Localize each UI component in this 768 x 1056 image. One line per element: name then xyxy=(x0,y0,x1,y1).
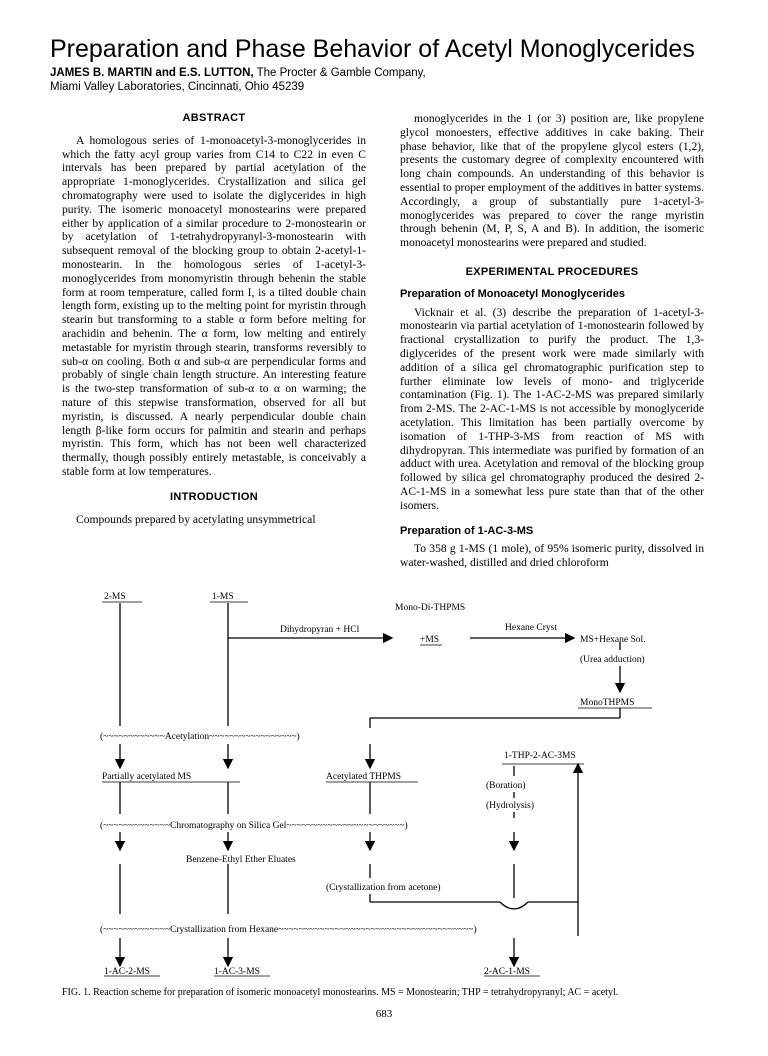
label-hydrolysis: (Hydrolysis) xyxy=(486,801,535,811)
reaction-scheme-diagram xyxy=(0,586,768,986)
label-ms-hexane-sol: MS+Hexane Sol. xyxy=(580,635,646,645)
figure-caption: FIG. 1. Reaction scheme for preparation of isomeric monoacetyl monostearins. MS = Monostearin; THP = tetrahydropyranyl; AC = acetyl. xyxy=(62,987,619,998)
label-cryst-hexane: (~~~~~~~~~~~~~Crystallization from Hexane~~~~~~~~~~~~~~~~~~~~~~~~~~~~~~~~~~~~~~) xyxy=(100,925,477,935)
label-1-ac-2-ms: 1-AC-2-MS xyxy=(104,967,150,977)
label-cryst-acetone: (Crystallization from acetone) xyxy=(326,883,441,893)
label-chromatography: (~~~~~~~~~~~~~Chromatography on Silica Gel~~~~~~~~~~~~~~~~~~~~~~~) xyxy=(100,821,408,831)
affiliation-address: Miami Valley Laboratories, Cincinnati, Ohio 45239 xyxy=(50,81,305,93)
subsection-heading-monoacetyl: Preparation of Monoacetyl Monoglycerides xyxy=(400,287,625,300)
label-plus-ms: +MS xyxy=(420,635,440,645)
label-acetylated-thpms: Acetylated THPMS xyxy=(326,772,402,782)
byline xyxy=(50,66,730,94)
right-column xyxy=(400,112,704,570)
label-2-ac-1-ms: 2-AC-1-MS xyxy=(484,967,530,977)
subsection-heading-1ac3ms: Preparation of 1-AC-3-MS xyxy=(400,524,534,537)
label-urea-adduction: (Urea adduction) xyxy=(580,655,645,665)
label-boration: (Boration) xyxy=(486,781,526,791)
authors: JAMES B. MARTIN and E.S. LUTTON, xyxy=(50,67,254,79)
label-monothpms: MonoTHPMS xyxy=(580,698,635,708)
subsection-text-monoacetyl: Vicknair et al. (3) describe the preparation of 1-acetyl-3-monostearin via partial acetylation of 1-monostearin followed by fractional crystallization to purify the product. The 1,3-diglycerides of the present work were made similarly with addition of a silica gel chromatographic purification step to further eliminate low levels of mono- and triglyceride contamination (Fig. 1). The 1-AC-2-MS was prepared similarly from 2-MS. The 2-AC-1-MS is not accessible by monoglyceride acetylation. This limitation has been partially overcome by isomation of 1-THP-3-MS from reaction of MS with dihydropyran. This intermediate was purified by formation of an adduct with urea. Acetylation and removal of the blocking group followed by silica gel chromatography produced the desired 2-AC-1-MS in a somewhat less pure state than that of the other isomers. xyxy=(400,305,704,512)
subsection-text-1ac3ms: To 358 g 1-MS (1 mole), of 95% isomeric purity, dissolved in water-washed, distilled and dried chloroform xyxy=(400,542,704,570)
experimental-heading: EXPERIMENTAL PROCEDURES xyxy=(465,265,639,278)
left-column xyxy=(62,112,366,526)
label-eluates: Benzene-Ethyl Ether Eluates xyxy=(186,855,296,865)
label-acetylation: (~~~~~~~~~~~~Acetylation~~~~~~~~~~~~~~~~~) xyxy=(100,732,300,742)
page-number: 683 xyxy=(375,1008,393,1020)
introduction-continued: monoglycerides in the 1 (or 3) position are, like propylene glycol monoesters, effective additives in cake baking. Their phase behavior, like that of the propylene glycol esters (1,2), presents the customary degree of complexity encountered with long chain compounds. An understanding of this behavior is essential to proper employment of the additives in batter systems. Accordingly, a group of substantially pure 1-acetyl-3-monoglycerides was prepared to cover the range myristin through behenin (M, P, S, A and B). In addition, the isomeric monoacetyl monostearins were prepared and studied. xyxy=(400,112,704,250)
label-1-ms: 1-MS xyxy=(212,592,234,602)
introduction-heading: INTRODUCTION xyxy=(170,490,258,503)
label-dihydropyran: Dihydropyran + HCl xyxy=(280,625,360,635)
label-thp-ac-ms: 1-THP-2-AC-3MS xyxy=(504,751,576,761)
label-2-ms: 2-MS xyxy=(104,592,126,602)
abstract-heading: ABSTRACT xyxy=(182,112,246,124)
abstract-text: A homologous series of 1-monoacetyl-3-monoglycerides in which the fatty acyl group varies from C14 to C22 in even C intervals has been prepared by partial acetylation of the appropriate 1-monoglycerides. Crystallization and silica gel chromatography were used to isolate the diglycerides in high purity. The isomeric monoacetyl monostearins were prepared either by application of a similar procedure to 2-monostearin or by acetylation of 1-tetrahydropyranyl-3-monostearin with subsequent removal of the blocking group to obtain 2-acetyl-1-monostearin. In the homologous series of 1-acetyl-3-monoglycerides from monomyristin through behenin the stable form at room temperature, called form I, is a tilted double chain length form, existing up to the melting point for myristin through stearin but transforming to a stable α form before melting for arachidin and behenin. The α form, low melting and entirely metastable for myristin through stearin, transforms reversibly to sub-α on cooling. Both α and sub-α are perpendicular forms and probably of single chain length structure. An interesting feature is the two-step transformation of sub-α to α on warming; the nature of this stepwise transformation, observed for all but myristin, is discussed. A nearly perpendicular double chain length β-like form occurs for palmitin and stearin and perhaps myristin. This form, which has not been well characterized thermally, though possibly entirely metastable, is conceivably a stable form at low temperatures. xyxy=(62,133,366,478)
label-mono-di-thpms: Mono-Di-THPMS xyxy=(395,603,466,613)
affiliation-company: The Procter & Gamble Company, xyxy=(253,67,426,79)
label-1-ac-3-ms: 1-AC-3-MS xyxy=(214,967,260,977)
label-hexane-cryst: Hexane Cryst xyxy=(505,623,557,633)
article-title: Preparation and Phase Behavior of Acetyl Monoglycerides xyxy=(50,35,695,63)
label-partially-acetylated: Partially acetylated MS xyxy=(102,772,192,782)
introduction-text: Compounds prepared by acetylating unsymmetrical xyxy=(76,512,316,526)
